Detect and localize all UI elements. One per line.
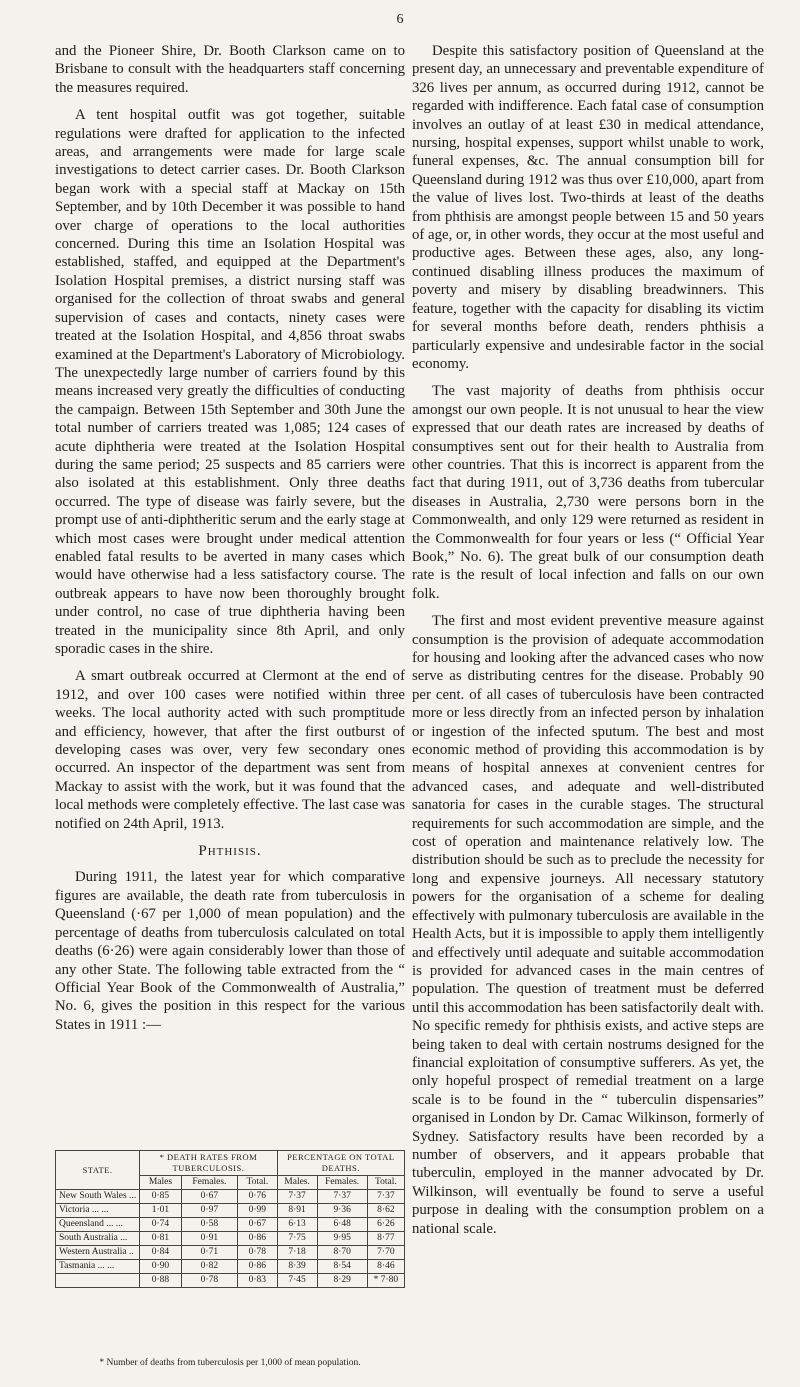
table-cell: 0·90: [140, 1260, 182, 1274]
table-cell: 8·46: [367, 1260, 404, 1274]
left-column: [55, 42, 405, 1043]
table-row: [56, 1274, 405, 1288]
table-cell: 7·18: [277, 1246, 317, 1260]
table-cell: 7·37: [277, 1190, 317, 1204]
table-cell: 8·77: [367, 1232, 404, 1246]
table-subheader: Total.: [238, 1176, 278, 1190]
table-cell: 8·62: [367, 1204, 404, 1218]
table-cell: 0·76: [238, 1190, 278, 1204]
table-cell: 0·71: [181, 1246, 237, 1260]
table-row: [56, 1204, 405, 1218]
table-cell: 1·01: [140, 1204, 182, 1218]
table-footnote: * Number of deaths from tuberculosis per 1,000 of mean population.: [99, 1358, 361, 1368]
table-cell-state: [56, 1274, 140, 1288]
table-cell: 0·78: [238, 1246, 278, 1260]
table-cell: 0·84: [140, 1246, 182, 1260]
table-cell: 7·70: [367, 1246, 404, 1260]
table-cell: 0·99: [238, 1204, 278, 1218]
table-cell: 0·81: [140, 1232, 182, 1246]
table-subheader: Total.: [367, 1176, 404, 1190]
table-cell: 0·85: [140, 1190, 182, 1204]
table-cell: 7·37: [317, 1190, 367, 1204]
table-cell: 0·67: [238, 1218, 278, 1232]
tuberculosis-table: [55, 1150, 405, 1288]
table-cell: 0·97: [181, 1204, 237, 1218]
table-subheader: Males: [140, 1176, 182, 1190]
table-cell: * 7·80: [367, 1274, 404, 1288]
table-header-percentage: PERCENTAGE ON TOTAL DEATHS.: [277, 1151, 404, 1176]
table-cell: 7·37: [367, 1190, 404, 1204]
table-subheader: Females.: [317, 1176, 367, 1190]
paragraph: and the Pioneer Shire, Dr. Booth Clarkson came on to Brisbane to consult with the headquarters staff concerning the measures required.: [55, 43, 405, 96]
table-cell: 7·75: [277, 1232, 317, 1246]
table-row: [56, 1232, 405, 1246]
table-cell: 0·91: [181, 1232, 237, 1246]
table-cell: 0·67: [181, 1190, 237, 1204]
table-cell-state: New South Wales ...: [56, 1190, 140, 1204]
table-cell-state: Tasmania ... ...: [56, 1260, 140, 1274]
table-cell: 0·88: [140, 1274, 182, 1288]
table-cell-state: South Australia ...: [56, 1232, 140, 1246]
paragraph: A tent hospital outfit was got together, suitable regulations were drafted for application to the infected areas, and arrangements were made for large scale investigations to detect carrier cases. Dr. Booth Clarkson began work with a special staff at Mackay on 15th September, and by 10th December it was possible to hand over charge of operations to the local authorities concerned. During this time an Isolation Hospital was established, staffed, and equipped at the Department's Isolation Hospital premises, a district nursing staff was organised for the collection of throat swabs and general supervision of cases and contacts, ninety cases were treated at the Isolation Hospital, and 4,856 throat swabs examined at the Department's Laboratory of Microbiology. The unexpectedly large number of carriers found by this means increased very greatly the difficulties of conducting the campaign. Between 15th September and 30th June the total number of carriers treated was 1,085; 124 cases of acute diphtheria were treated at the Isolation Hospital during the same period; 25 suspects and 85 carriers were also isolated at this establishment. Only three deaths occurred. The type of disease was fairly severe, but the prompt use of anti-diphtheritic serum and the early stage at which most cases were brought under medical attention enabled fatal results to be averted in many cases which would have otherwise had a less satisfactory course. The outbreak appears to have now been thoroughly brought under control, no case of true diphtheria having been treated in the municipality since 8th April, and only sporadic cases in the shire.: [55, 107, 405, 657]
section-heading-phthisis: Phthisis.: [198, 843, 262, 860]
table-cell: 0·82: [181, 1260, 237, 1274]
paragraph: A smart outbreak occurred at Clermont at the end of 1912, and over 100 cases were notified within three weeks. The local authority acted with such promptitude and efficiency, however, that after the first outburst of developing cases was over, very few secondary ones occurred. An inspector of the department was sent from Mackay to assist with the work, but it was found that the local methods were completely effective. The last case was notified on 24th April, 1913.: [55, 668, 405, 832]
table-cell: 0·78: [181, 1274, 237, 1288]
page-number: 6: [396, 12, 404, 27]
table-cell: 0·83: [238, 1274, 278, 1288]
table-cell: 8·70: [317, 1246, 367, 1260]
paragraph: Despite this satisfactory position of Queensland at the present day, an unnecessary and preventable expenditure of 326 lives per annum, as occurred during 1912, cannot be regarded with indifference. Each fatal case of consumption involves an outlay of at least £30 in medical attendance, nursing, hospital expenses, support whilst unable to work, funeral expenses, &c. The annual consumption bill for Queensland during 1912 was thus over £10,000, apart from the value of lives lost. Two-thirds at least of the deaths from phthisis are amongst people between 15 and 50 years of age, or, in other words, they occur at the most useful and productive ages. Between these ages, also, any long-continued disabling illness produces the maximum of poverty and misery by disabling breadwinners. This feature, together with the capacity for disabling its victim for several months before death, renders phthisis a particularly expensive and undesirable factor in the social economy.: [412, 43, 764, 372]
table-cell: 8·29: [317, 1274, 367, 1288]
table-cell-state: Western Australia ..: [56, 1246, 140, 1260]
table-cell: 0·58: [181, 1218, 237, 1232]
table-cell: 0·86: [238, 1232, 278, 1246]
table-cell: 0·74: [140, 1218, 182, 1232]
table-cell: 0·86: [238, 1260, 278, 1274]
right-column: [412, 42, 764, 1247]
table-cell: 8·91: [277, 1204, 317, 1218]
table-row: [56, 1218, 405, 1232]
table-cell-state: Queensland ... ...: [56, 1218, 140, 1232]
table-cell: 6·26: [367, 1218, 404, 1232]
table-cell: 8·54: [317, 1260, 367, 1274]
table-row: [56, 1190, 405, 1204]
paragraph: The vast majority of deaths from phthisis occur amongst our own people. It is not unusual to hear the view expressed that our death rates are increased by deaths of consumptives sent out for their health to Australia from other countries. That this is incorrect is apparent from the fact that during 1911, out of 3,736 deaths from tubercular diseases in Australia, 2,730 were persons born in the Commonwealth, and only 129 were returned as resident in the Commonwealth for four years or less (“ Official Year Book,” No. 6). The great bulk of our consumption death rate is the result of local infection and falls on our own folk.: [412, 383, 764, 602]
table-cell-state: Victoria ... ...: [56, 1204, 140, 1218]
table-subheader: Females.: [181, 1176, 237, 1190]
table-header-death-rates: * DEATH RATES FROM TUBERCULOSIS.: [140, 1151, 277, 1176]
table-row: [56, 1246, 405, 1260]
paragraph: During 1911, the latest year for which comparative figures are available, the death rate from tuberculosis in Queensland (·67 per 1,000 of mean population) and the percentage of deaths from tuberculosis calculated on total deaths (6·26) were again considerably lower than those of any other State. The following table extracted from the “ Official Year Book of the Commonwealth of Australia,” No. 6, gives the position in this respect for the various States in 1911 :—: [55, 869, 405, 1033]
table-cell: 9·95: [317, 1232, 367, 1246]
table-cell: 6·13: [277, 1218, 317, 1232]
table-body: [56, 1190, 405, 1288]
table-subheader: Males.: [277, 1176, 317, 1190]
table-cell: 7·45: [277, 1274, 317, 1288]
table-cell: 8·39: [277, 1260, 317, 1274]
table-cell: 6·48: [317, 1218, 367, 1232]
table-row: [56, 1260, 405, 1274]
table-cell: 9·36: [317, 1204, 367, 1218]
table-header-state: STATE.: [56, 1151, 140, 1190]
paragraph: The first and most evident preventive measure against consumption is the provision of adequate accommodation for housing and looking after the advanced cases who now serve as distributing centres for the disease. Probably 90 per cent. of all cases of tuberculosis have been contracted more or less directly from an infected person by inhalation or ingestion of the infected sputum. The best and most economic method of providing this accommodation is by means of hospital annexes at convenient centres for advanced cases, and adequate and well-distributed sanatoria for cases in the curable stages. The structural requirements for such accommodation are simple, and the cost of operation and maintenance relatively low. The distribution should be such as to preclude the necessity for long and expensive journeys. All necessary statutory powers for the organisation of a scheme for dealing effectively with pulmonary tuberculosis are available in the Health Acts, but it is impossible to apply them intelligently and effectively until adequate and suitable accommodation is provided for advanced cases in the main centres of population. The question of treatment must be deferred until this accommodation has been satisfactorily dealt with. No specific remedy for phthisis exists, and active steps are being taken to deal with certain nostrums designed for the financial exploitation of consumptive sufferers. As yet, the only hopeful prospect of remedial treatment on a large scale is to be found in the “ tuberculin dispensaries” organised in London by Dr. Camac Wilkinson, formerly of Sydney. Satisfactory results have been recorded by a number of observers, and it appears probable that tuberculin, employed in the manner advocated by Dr. Wilkinson, will eventually be found to serve a useful purpose in dealing with the consumption problem on a national scale.: [412, 613, 764, 1237]
